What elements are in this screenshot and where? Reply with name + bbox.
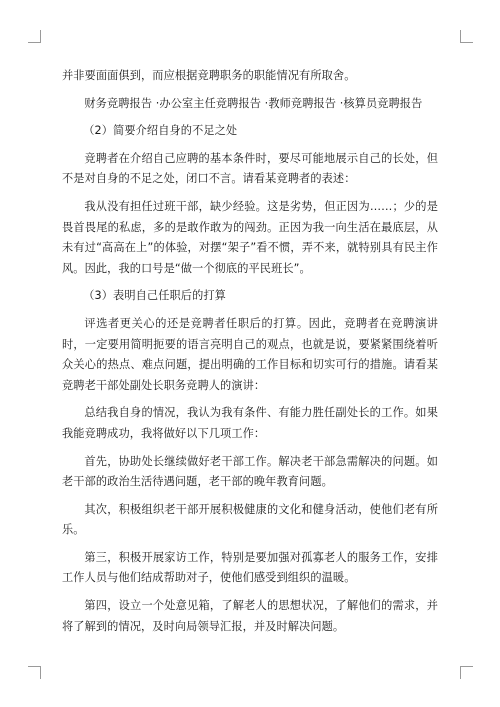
crop-mark-bottom-left <box>28 666 41 679</box>
crop-mark-top-left <box>28 30 41 43</box>
paragraph: 总结我自身的情况，我认为我有条件、有能力胜任副处长的工作。如果我能竞聘成功，我将做好以下几项工作： <box>62 406 438 440</box>
paragraph: 第四，设立一个处意见箱，了解老人的思想状况，了解他们的需求，并将了解到的情况，及时向局领导汇报，并及时解决问题。 <box>62 599 438 633</box>
related-links[interactable]: 财务竞聘报告 ·办公室主任竞聘报告 ·教师竞聘报告 ·核算员竞聘报告 <box>84 96 423 110</box>
paragraph: 其次，积极组织老干部开展积极健康的文化和健身活动，使他们老有所乐。 <box>62 502 438 537</box>
paragraph: 评选者更关心的还是竞聘者任职后的打算。因此，竞聘者在竞聘演讲时，一定要用简明扼要的语言亮明自己的观点，也就是说，要紧紧围绕着听众关心的热点、难点问题，提出明确的工作目标和切实可行的措施。请看某竞聘老干部处副处长职务竞聘人的演讲： <box>62 316 438 392</box>
crop-mark-bottom-right <box>460 666 473 679</box>
document-body <box>62 66 438 644</box>
paragraph: 第三，积极开展家访工作，特别是要加强对孤寡老人的服务工作，安排工作人员与他们结成帮助对子，使他们感受到组织的温暖。 <box>62 550 438 585</box>
paragraph: 竞聘者在介绍自己应聘的基本条件时，要尽可能地展示自己的长处，但不是对自身的不足之处，闭口不言。请看某竞聘者的表述： <box>62 151 438 186</box>
quote-paragraph: 我从没有担任过班干部，缺少经验。这是劣势，但正因为……；少的是畏首畏尾的私虑，多的是敢作敢为的闯劲。正因为我一向生活在最底层，从未有过“高高在上”的体验，对摆“架子”看不惯，弄不来，就特别具有民主作风。因此，我的口号是“做一个彻底的平民班长”。 <box>62 199 438 275</box>
paragraph-continuation: 并非要面面俱到，而应根据竞聘职务的职能情况有所取舍。 <box>62 69 356 82</box>
paragraph: 首先，协助处长继续做好老干部工作。解决老干部急需解决的问题。如老干部的政治生活待遇问题，老干部的晚年教育问题。 <box>62 454 438 489</box>
section-heading-2: （2）简要介绍自身的不足之处 <box>83 124 238 138</box>
section-heading-3: （3）表明自己任职后的打算 <box>83 289 226 303</box>
crop-mark-top-right <box>460 30 473 43</box>
